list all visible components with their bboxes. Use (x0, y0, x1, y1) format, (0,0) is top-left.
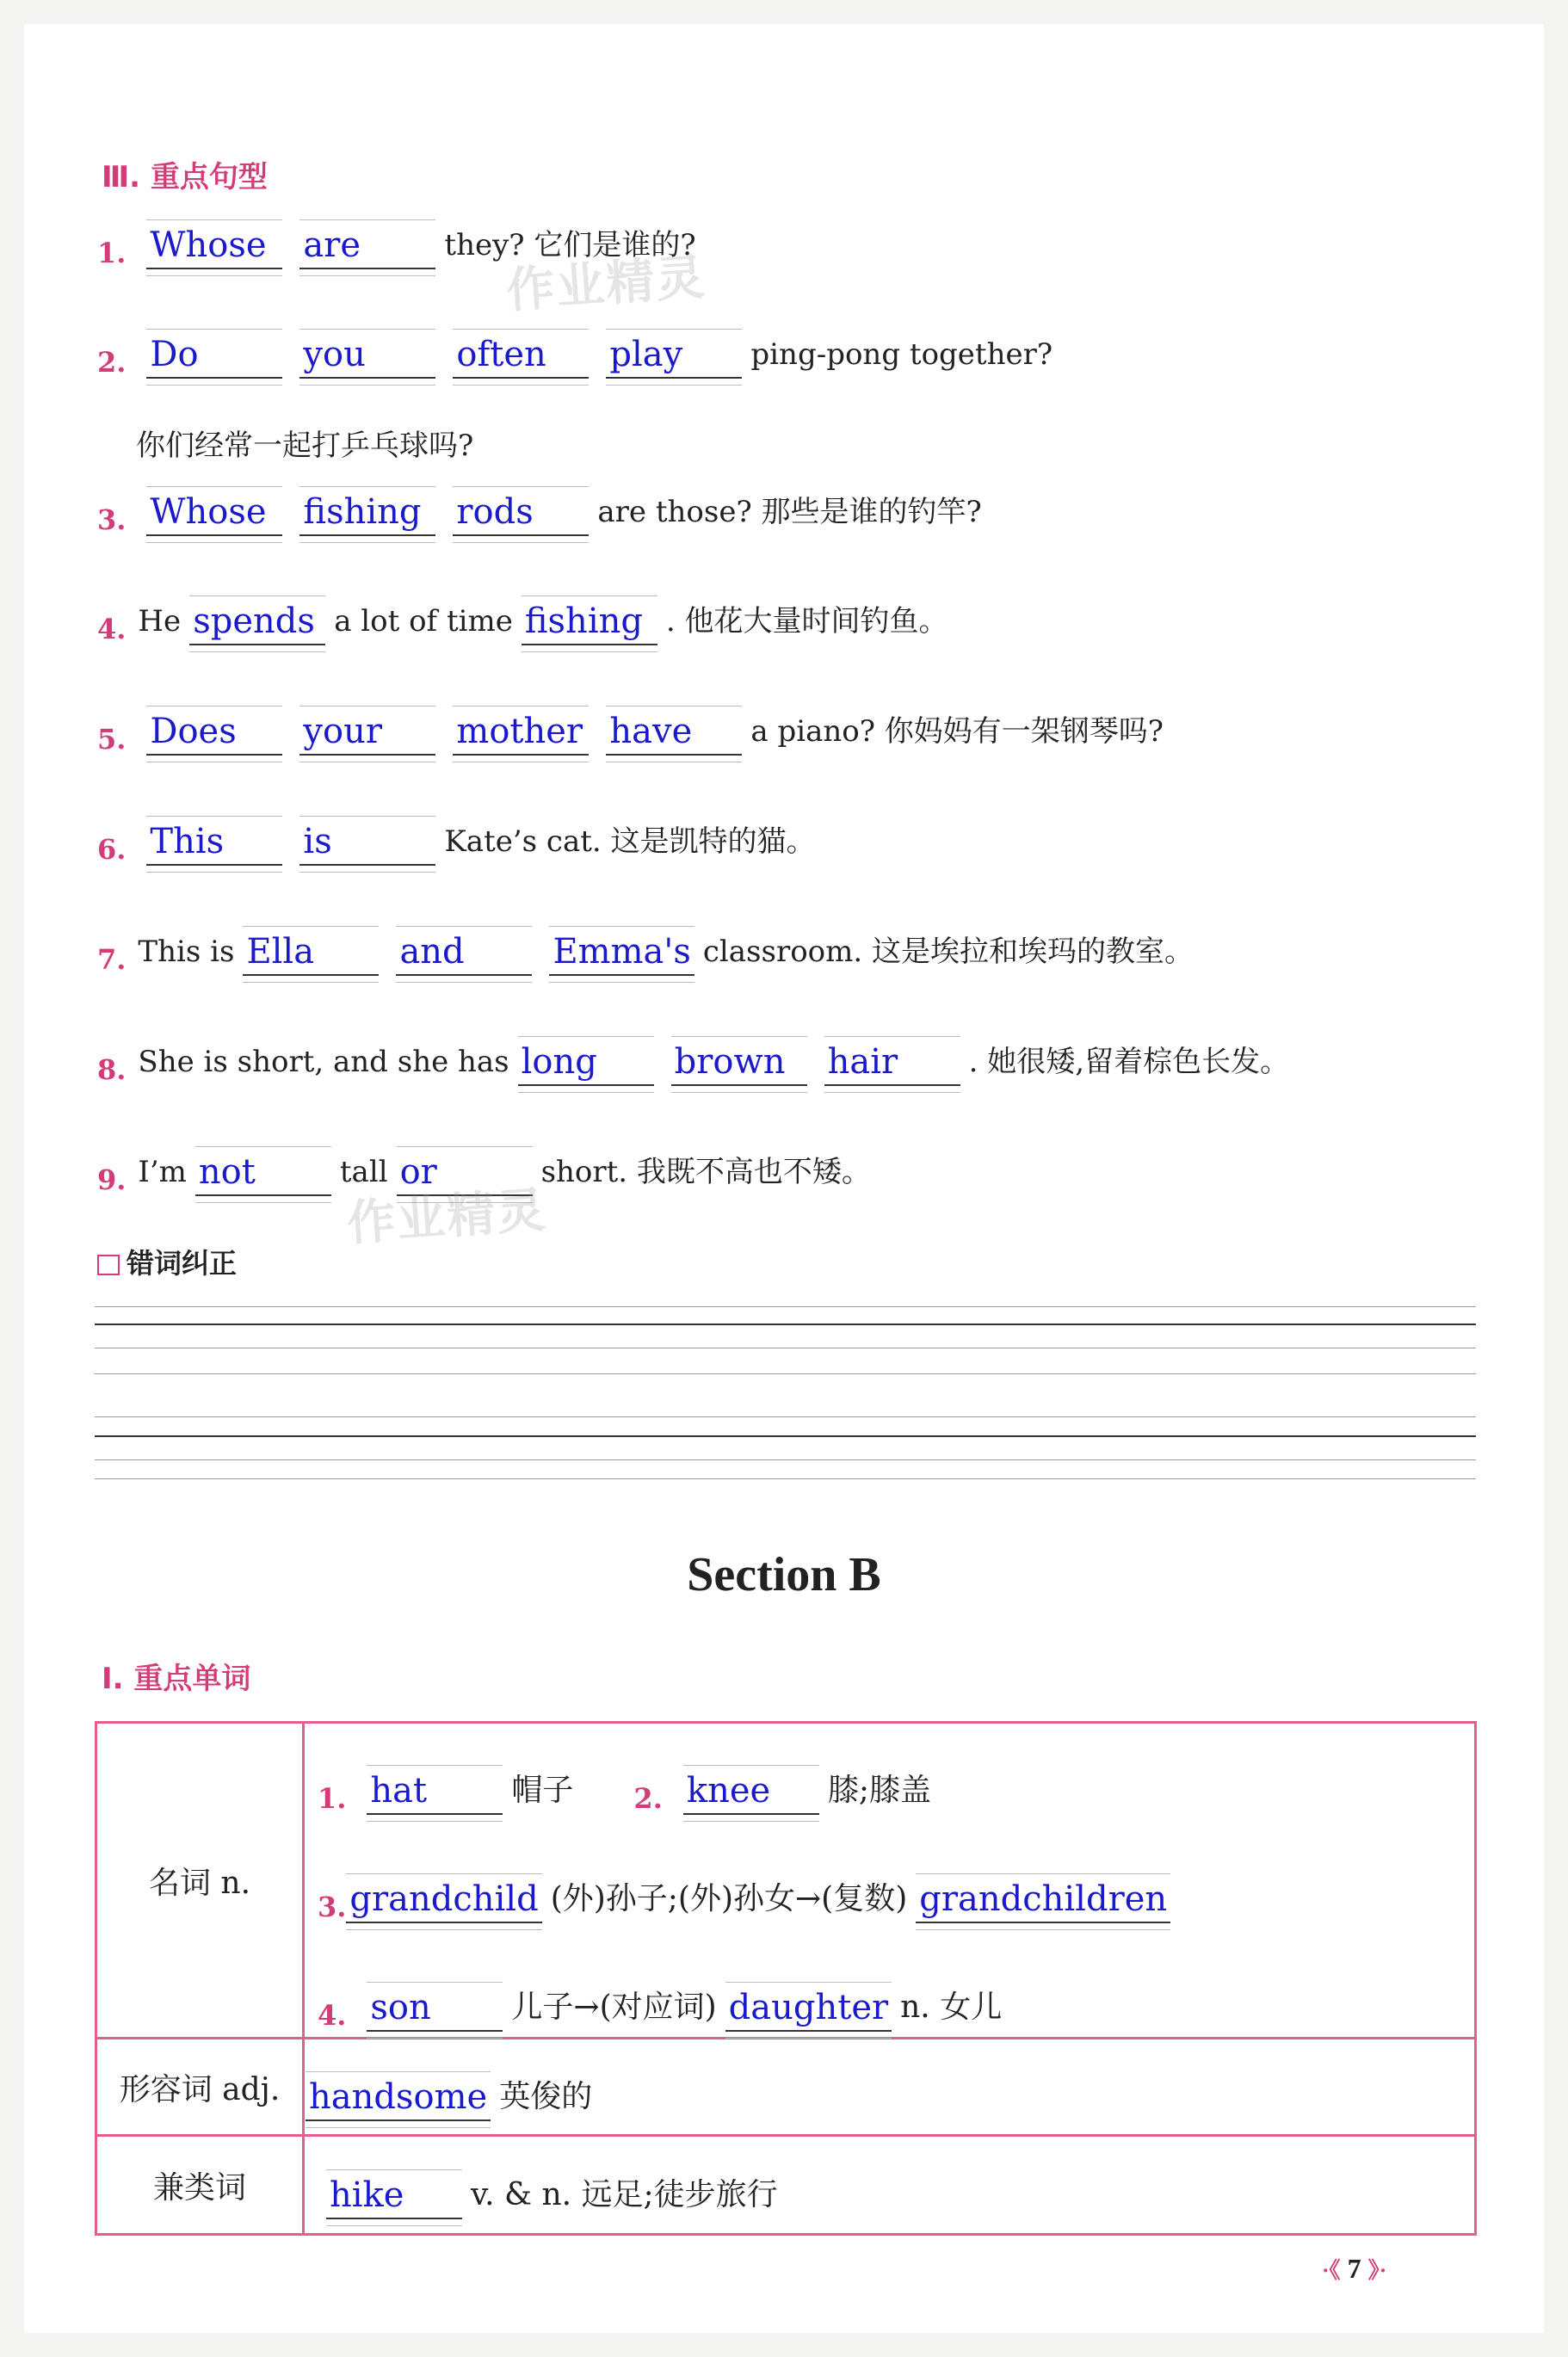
table-row (96, 1723, 1476, 2039)
category-cell: 形容词 adj. (96, 2039, 304, 2136)
definition-text: 英俊的 (499, 2079, 593, 2114)
definition-text: v. & n. 远足;徒步旅行 (471, 2177, 778, 2212)
sentence-2 (97, 327, 1053, 379)
sentence-text: classroom. 这是埃拉和埃玛的教室。 (702, 935, 1195, 969)
answer-blank: or (397, 1151, 533, 1196)
sentence-text: . 她很矮,留着棕色长发。 (968, 1045, 1290, 1079)
sentence-5 (97, 704, 1164, 756)
item-number: 4. (318, 1999, 347, 2032)
definition-text: (外)孙子;(外)孙女→(复数) (550, 1881, 908, 1916)
writing-line (95, 1306, 1476, 1307)
chevron-right-icon: 》· (1367, 2258, 1387, 2283)
sentence-text: . 他花大量时间钓鱼。 (665, 604, 948, 639)
sentence-text: are those? 那些是谁的钓竿? (597, 495, 982, 529)
answer-blank: Whose (146, 225, 282, 269)
writing-line (95, 1459, 1476, 1460)
sentence-text: This is (138, 935, 235, 969)
sentence-7 (97, 924, 1194, 976)
answer-blank: Do (146, 334, 282, 379)
vocab-line (306, 2150, 1473, 2219)
item-number: 3. (97, 503, 127, 536)
answer-blank: play (606, 334, 742, 379)
answer-blank: grandchild (346, 1879, 541, 1923)
correction-title-text: 错词纠正 (127, 1247, 238, 1280)
answer-blank: Ella (243, 931, 379, 976)
category-cell: 名词 n. (96, 1723, 304, 2039)
watermark: 作业精灵 (345, 1182, 549, 1253)
category-cell: 兼类词 (96, 2136, 304, 2235)
vocab-table (95, 1721, 1477, 2236)
correction-title (97, 1242, 237, 1281)
answer-blank: you (299, 334, 435, 379)
sentence-text: ping-pong together? (750, 337, 1053, 372)
answer-blank: Whose (146, 491, 282, 536)
section-title: Section B (687, 1548, 881, 1601)
page-number-text: 7 (1347, 2253, 1361, 2284)
sentence-6 (97, 814, 816, 866)
answer-blank: are (299, 225, 435, 269)
section-heading: Ⅰ. 重点单词 (102, 1662, 251, 1696)
content-cell (304, 1723, 1476, 2039)
answer-blank: and (396, 931, 532, 976)
answer-blank: hat (367, 1770, 503, 1815)
answer-blank: spends (189, 601, 325, 645)
vocab-line (306, 1729, 1473, 1815)
sentence-text: He (138, 604, 182, 639)
answer-blank: hike (326, 2175, 462, 2219)
answer-blank: knee (683, 1770, 819, 1815)
answer-blank: is (299, 821, 435, 866)
answer-blank: your (299, 711, 435, 756)
vocab-line (306, 1815, 1473, 1923)
item-number: 2. (97, 346, 127, 379)
item-number: 3. (318, 1891, 347, 1923)
answer-blank: Does (146, 711, 282, 756)
item-number: 8. (97, 1053, 127, 1086)
item-number: 5. (97, 723, 127, 756)
answer-blank: son (367, 1987, 503, 2032)
answer-blank: mother (453, 711, 589, 756)
item-number: 4. (97, 613, 127, 645)
item-number: 7. (97, 943, 127, 976)
answer-blank: often (453, 334, 589, 379)
page-number (1315, 2253, 1393, 2285)
answer-blank: fishing (522, 601, 657, 645)
sentence-8 (97, 1034, 1289, 1086)
sentence-text: a lot of time (334, 604, 513, 639)
content-cell (304, 2136, 1476, 2235)
answer-blank: fishing (299, 491, 435, 536)
watermark: 作业精灵 (504, 249, 708, 320)
section-heading: Ⅲ. 重点句型 (102, 160, 268, 194)
item-number: 2. (633, 1782, 663, 1815)
item-number: 9. (97, 1163, 127, 1196)
sentence-translation: 你们经常一起打乒乓球吗? (136, 429, 474, 463)
answer-blank: brown (671, 1041, 807, 1086)
item-number: 6. (97, 833, 127, 866)
sentence-text: Kate’s cat. 这是凯特的猫。 (444, 824, 816, 859)
chevron-left-icon: ·《 (1322, 2258, 1341, 2283)
sentence-4 (97, 594, 948, 645)
definition-text: 帽子 (511, 1773, 574, 1808)
sentence-text: I’m (138, 1155, 187, 1189)
answer-blank: Emma's (549, 931, 694, 976)
writing-line (95, 1416, 1476, 1417)
vocab-line (306, 2052, 1473, 2121)
sentence-text: short. 我既不高也不矮。 (540, 1155, 871, 1189)
writing-line (95, 1373, 1476, 1374)
item-number: 1. (318, 1782, 347, 1815)
answer-blank: This (146, 821, 282, 866)
table-row (96, 2136, 1476, 2235)
vocab-line (306, 1923, 1473, 2032)
answer-blank: have (606, 711, 742, 756)
sentence-text: a piano? 你妈妈有一架钢琴吗? (750, 714, 1164, 749)
answer-blank: hair (824, 1041, 960, 1086)
answer-blank: handsome (306, 2076, 491, 2121)
item-number: 1. (97, 237, 127, 269)
definition-text: 膝;膝盖 (827, 1773, 931, 1808)
sentence-text: they? 它们是谁的? (444, 228, 696, 262)
writing-line (95, 1323, 1476, 1325)
page (24, 24, 1544, 2333)
definition-text: n. 女儿 (900, 1990, 1003, 2025)
definition-text: 儿子→(对应词) (511, 1990, 717, 2025)
answer-blank: daughter (725, 1987, 892, 2032)
pen-icon (97, 1255, 120, 1275)
sentence-text: tall (339, 1155, 388, 1189)
answer-blank: long (518, 1041, 654, 1086)
answer-blank: rods (453, 491, 589, 536)
writing-line (95, 1478, 1476, 1479)
writing-line (95, 1435, 1476, 1437)
table-row (96, 2039, 1476, 2136)
answer-blank: not (195, 1151, 331, 1196)
content-cell (304, 2039, 1476, 2136)
sentence-3 (97, 484, 982, 536)
answer-blank: grandchildren (916, 1879, 1170, 1923)
sentence-text: She is short, and she has (138, 1045, 509, 1079)
